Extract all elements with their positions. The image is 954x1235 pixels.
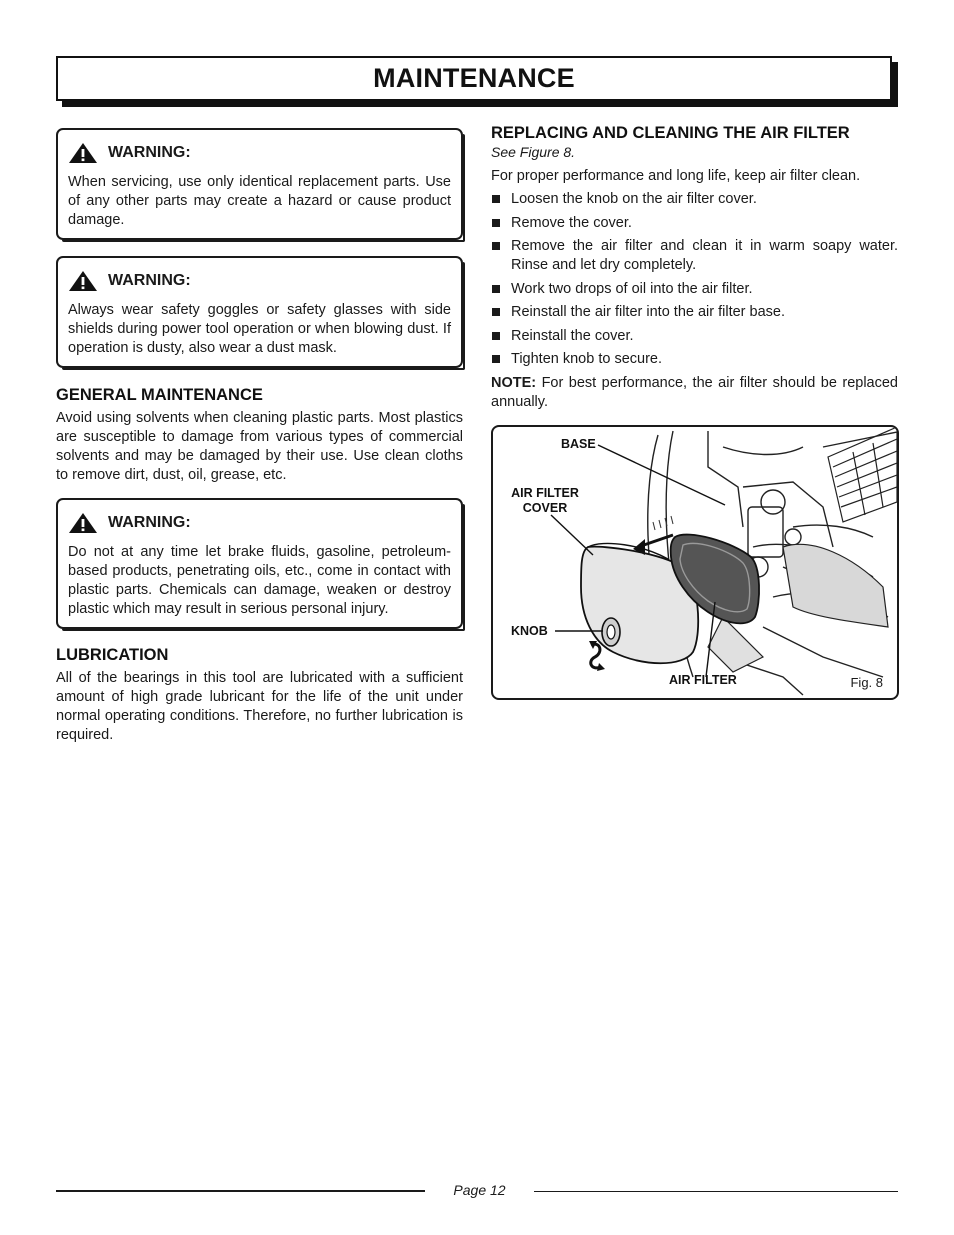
general-maintenance-heading: GENERAL MAINTENANCE — [56, 386, 263, 404]
warning-box-safety-goggles — [56, 256, 463, 368]
label-base: BASE — [561, 437, 596, 451]
warning-label: WARNING: — [108, 514, 191, 531]
air-filter-steps — [491, 190, 898, 369]
title-banner — [56, 56, 892, 101]
warning-header — [68, 270, 451, 292]
right-column — [491, 124, 898, 412]
warning-triangle-icon — [68, 512, 98, 534]
warning-text: Always wear safety goggles or safety glasses with side shields during power tool operation or when blowing dust. If operation is dusty, also wear a dust mask. — [68, 302, 451, 356]
warning-triangle-icon — [68, 270, 98, 292]
warning-text: When servicing, use only identical replacement parts. Use of any other parts may create a hazard or cause product damage. — [68, 174, 451, 228]
footer-rule-right — [534, 1191, 898, 1192]
label-knob: KNOB — [511, 624, 548, 638]
warning-header — [68, 512, 451, 534]
lubrication-heading: LUBRICATION — [56, 646, 169, 664]
list-item: Remove the cover. — [491, 214, 898, 233]
list-item: Reinstall the cover. — [491, 327, 898, 346]
figure-caption: Fig. 8 — [850, 675, 883, 690]
footer-rule-left — [56, 1190, 425, 1192]
list-item: Reinstall the air filter into the air filter base. — [491, 303, 898, 322]
note-paragraph — [491, 374, 898, 412]
warning-label: WARNING: — [108, 272, 191, 289]
list-item: Loosen the knob on the air filter cover. — [491, 190, 898, 209]
warning-box-chemicals — [56, 498, 463, 629]
warning-header — [68, 142, 451, 164]
general-maintenance-text: Avoid using solvents when cleaning plastic parts. Most plastics are susceptible to damage from various types of commercial solvents and may be damaged by their use. Use clean cloths to remove dirt, dust, oil, grease, etc. — [56, 410, 463, 483]
lubrication-text: All of the bearings in this tool are lubricated with a sufficient amount of high grade lubricant for the life of the unit under normal operating conditions. Therefore, no further lubrication is required. — [56, 670, 463, 743]
figure-air-filter — [491, 425, 899, 700]
warning-box-replacement-parts — [56, 128, 463, 240]
note-text: For best performance, the air filter should be replaced annually. — [491, 374, 898, 410]
list-item: Remove the air filter and clean it in warm soapy water. Rinse and let dry completely. — [491, 237, 898, 275]
label-cover-line-1: AIR FILTER — [511, 486, 579, 500]
warning-text: Do not at any time let brake fluids, gasoline, petroleum-based products, penetrating oils, etc., come in contact with plastic parts. Chemicals can damage, weaken or destroy plastic which may result in serious personal injury. — [68, 544, 451, 617]
label-air-filter-cover — [507, 486, 583, 516]
page-title: MAINTENANCE — [373, 63, 575, 93]
air-filter-illustration — [493, 427, 897, 698]
air-filter-heading: REPLACING AND CLEANING THE AIR FILTER — [491, 124, 850, 142]
list-item: Work two drops of oil into the air filter. — [491, 280, 898, 299]
warning-label: WARNING: — [108, 144, 191, 161]
label-cover-line-2: COVER — [522, 501, 568, 515]
air-filter-intro: For proper performance and long life, keep air filter clean. — [491, 168, 861, 184]
left-column — [56, 128, 463, 745]
warning-triangle-icon — [68, 142, 98, 164]
note-label: NOTE: — [491, 374, 537, 391]
page-number: Page 12 — [453, 1182, 506, 1198]
list-item: Tighten knob to secure. — [491, 350, 898, 369]
label-air-filter: AIR FILTER — [669, 673, 737, 687]
see-figure-reference: See Figure 8. — [491, 144, 576, 160]
